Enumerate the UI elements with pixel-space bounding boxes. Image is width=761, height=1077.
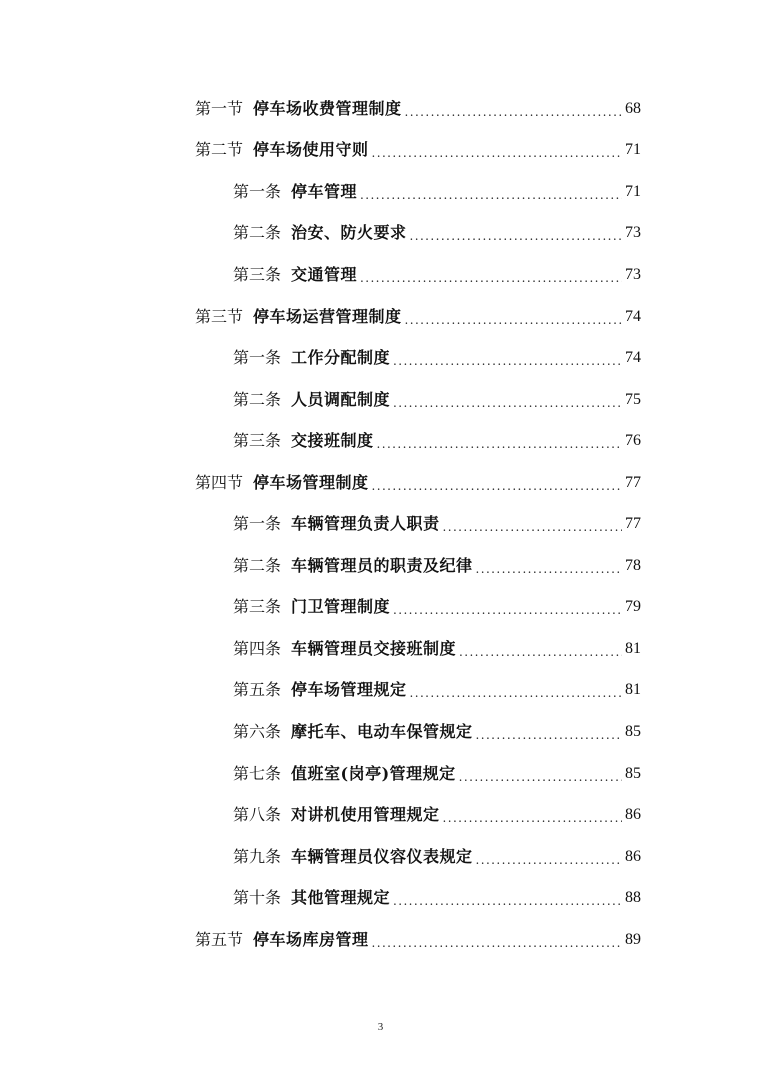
toc-entry-title: 停车场库房管理 [253, 929, 369, 949]
toc-entry-number: 第四条 [233, 638, 282, 658]
toc-entry-page: 71 [625, 141, 641, 159]
toc-entry[interactable] [0, 88, 761, 130]
toc-entry-title: 人员调配制度 [291, 389, 391, 409]
dot-leader [476, 722, 622, 742]
dot-leader [410, 223, 622, 243]
toc-entry[interactable] [0, 213, 761, 255]
dot-leader [459, 639, 622, 659]
toc-entry-page: 85 [625, 722, 641, 740]
dot-leader [372, 140, 622, 160]
toc-entry-number: 第六条 [233, 721, 282, 741]
toc-entry-page: 81 [625, 639, 641, 657]
toc-entry[interactable] [0, 420, 761, 462]
toc-entry-title: 值班室(岗亭)管理规定 [291, 763, 456, 783]
toc-entry-number: 第九条 [233, 846, 282, 866]
toc-entry[interactable] [0, 587, 761, 629]
toc-entry-number: 第二条 [233, 555, 282, 575]
toc-entry[interactable] [0, 670, 761, 712]
toc-entry[interactable] [0, 337, 761, 379]
toc-entry-page: 81 [625, 681, 641, 699]
dot-leader [372, 930, 622, 950]
toc-entry-title: 其他管理规定 [291, 888, 391, 908]
toc-entry-page: 85 [625, 764, 641, 782]
toc-entry-title: 车辆管理员仪容仪表规定 [291, 846, 473, 866]
toc-entry-number: 第一条 [233, 514, 282, 534]
toc-entry-title: 停车场收费管理制度 [253, 98, 402, 118]
dot-leader [360, 265, 622, 285]
toc-entry-title: 摩托车、电动车保管规定 [291, 721, 473, 741]
toc-entry[interactable] [0, 296, 761, 338]
toc-entry-page: 78 [625, 556, 641, 574]
toc-entry-title: 停车管理 [291, 181, 358, 201]
toc-entry-page: 76 [625, 432, 641, 450]
toc-entry[interactable] [0, 711, 761, 753]
toc-entry-title: 车辆管理员交接班制度 [291, 638, 457, 658]
dot-leader [476, 556, 622, 576]
dot-leader [410, 680, 622, 700]
toc-entry[interactable] [0, 836, 761, 878]
toc-entry-number: 第三节 [195, 306, 244, 326]
toc-entry-page: 71 [625, 182, 641, 200]
dot-leader [393, 348, 622, 368]
toc-entry-number: 第三条 [233, 597, 282, 617]
toc-entry-title: 对讲机使用管理规定 [291, 805, 440, 825]
toc-entry[interactable] [0, 628, 761, 670]
toc-entry[interactable] [0, 462, 761, 504]
toc-entry-title: 交通管理 [291, 264, 358, 284]
dot-leader [459, 764, 622, 784]
dot-leader [443, 514, 622, 534]
page-number: 3 [377, 1021, 384, 1033]
toc-entry-page: 77 [625, 515, 641, 533]
toc-entry-page: 74 [625, 349, 641, 367]
toc-entry[interactable] [0, 503, 761, 545]
toc-entry-number: 第二条 [233, 223, 282, 243]
toc-entry-title: 治安、防火要求 [291, 223, 407, 243]
toc-entry[interactable] [0, 919, 761, 961]
toc-entry-page: 86 [625, 806, 641, 824]
toc-entry-number: 第二条 [233, 389, 282, 409]
toc-entry-title: 车辆管理员的职责及纪律 [291, 555, 473, 575]
toc-entry-number: 第八条 [233, 805, 282, 825]
toc-entry-number: 第一节 [195, 98, 244, 118]
toc-entry-title: 门卫管理制度 [291, 597, 391, 617]
toc-entry-title: 停车场管理制度 [253, 472, 369, 492]
toc-entry-number: 第二节 [195, 140, 244, 160]
toc-entry-page: 75 [625, 390, 641, 408]
toc-entry[interactable] [0, 254, 761, 296]
toc-entry-page: 79 [625, 598, 641, 616]
toc-entry[interactable] [0, 379, 761, 421]
dot-leader [360, 182, 622, 202]
toc-entry-number: 第五条 [233, 680, 282, 700]
toc-entry-page: 74 [625, 307, 641, 325]
toc-entry-number: 第一条 [233, 348, 282, 368]
toc-entry[interactable] [0, 753, 761, 795]
toc-entry[interactable] [0, 794, 761, 836]
toc-entry-number: 第三条 [233, 431, 282, 451]
table-of-contents [0, 88, 761, 960]
toc-entry-page: 86 [625, 847, 641, 865]
toc-entry-page: 89 [625, 930, 641, 948]
toc-entry-page: 73 [625, 265, 641, 283]
dot-leader [476, 847, 622, 867]
toc-entry-number: 第三条 [233, 264, 282, 284]
toc-entry-page: 88 [625, 889, 641, 907]
toc-entry-number: 第七条 [233, 763, 282, 783]
dot-leader [405, 99, 622, 119]
toc-entry-number: 第一条 [233, 181, 282, 201]
toc-entry-page: 73 [625, 224, 641, 242]
dot-leader [405, 307, 622, 327]
toc-entry[interactable] [0, 130, 761, 172]
toc-entry-number: 第十条 [233, 888, 282, 908]
toc-entry-title: 停车场运营管理制度 [253, 306, 402, 326]
dot-leader [393, 390, 622, 410]
toc-entry-title: 工作分配制度 [291, 348, 391, 368]
toc-entry-title: 停车场管理规定 [291, 680, 407, 700]
dot-leader [372, 473, 622, 493]
toc-entry-page: 77 [625, 473, 641, 491]
toc-entry[interactable] [0, 545, 761, 587]
toc-entry-number: 第五节 [195, 929, 244, 949]
dot-leader [443, 805, 622, 825]
toc-entry-number: 第四节 [195, 472, 244, 492]
toc-entry-title: 交接班制度 [291, 431, 374, 451]
dot-leader [377, 431, 622, 451]
toc-entry[interactable] [0, 877, 761, 919]
toc-entry-title: 停车场使用守则 [253, 140, 369, 160]
dot-leader [393, 597, 622, 617]
toc-entry-page: 68 [625, 99, 641, 117]
dot-leader [393, 888, 622, 908]
toc-entry-title: 车辆管理负责人职责 [291, 514, 440, 534]
toc-entry[interactable] [0, 171, 761, 213]
